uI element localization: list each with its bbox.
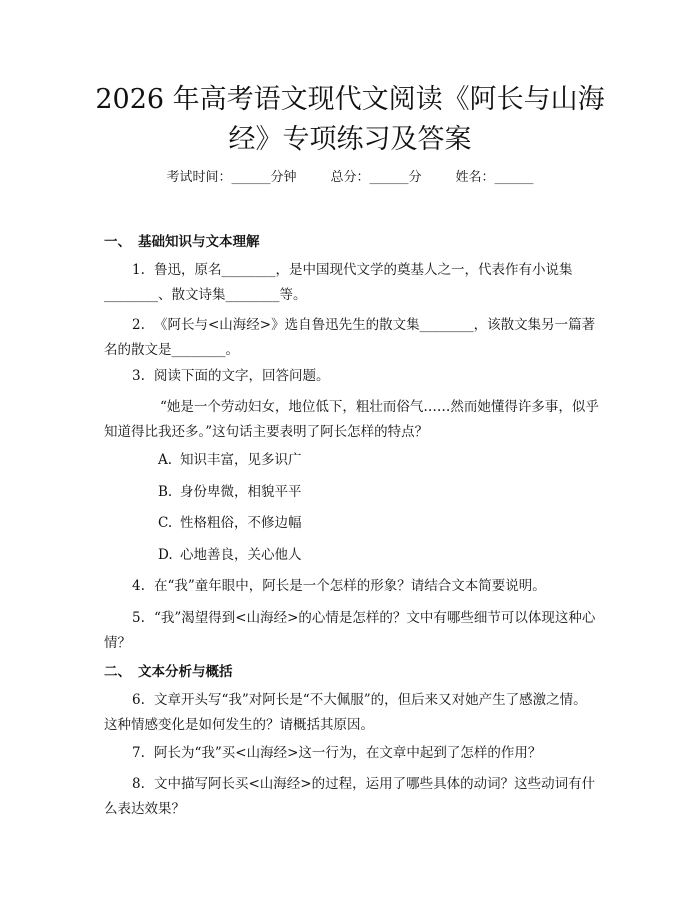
question-2: 2. 《阿长与<山海经>》选自鲁迅先生的散文集________，该散文集另一篇著名的散文是________。 (104, 317, 596, 358)
exam-score: 总分：______分 (330, 170, 422, 185)
exam-time: 考试时间：______分钟 (166, 170, 297, 185)
question-8: 8. 文中描写阿长买<山海经>的过程，运用了哪些具体的动词？这些动词有什么表达效果？ (104, 776, 596, 817)
question-3-quote: “她是一个劳动妇女，地位低下，粗壮而俗气……然而她懂得许多事，似乎知道得比我还多。”这句话主要表明了阿长怎样的特点？ (104, 399, 599, 440)
title-line-2: 经》专项练习及答案 (228, 124, 472, 155)
exam-meta (0, 168, 700, 188)
option-b: B. 身份卑微，相貌平平 (158, 484, 302, 500)
question-7: 7. 阿长为“我”买<山海经>这一行为，在文章中起到了怎样的作用？ (132, 745, 542, 761)
question-3: 3. 阅读下面的文字，回答问题。 (132, 368, 330, 384)
section-heading-2: 二、 文本分析与概括 (104, 664, 233, 680)
question-1: 1. 鲁迅，原名________，是中国现代文学的奠基人之一，代表作有小说集________、散文诗集________等。 (104, 262, 573, 303)
option-d: D. 心地善良，关心他人 (158, 547, 302, 563)
title-line-1: 2026 年高考语文现代文阅读《阿长与山海 (95, 84, 605, 115)
question-6: 6. 文章开头写“我”对阿长是“不大佩服”的，但后来又对她产生了感激之情。这种情感变化是如何发生的？请概括其原因。 (104, 692, 587, 733)
option-c: C. 性格粗俗，不修边幅 (158, 515, 302, 531)
page-title (60, 80, 640, 160)
question-4: 4. 在“我”童年眼中，阿长是一个怎样的形象？请结合文本简要说明。 (132, 578, 546, 594)
question-5: 5. “我”渴望得到<山海经>的心情是怎样的？文中有哪些细节可以体现这种心情？ (104, 610, 596, 651)
option-a: A. 知识丰富，见多识广 (158, 452, 302, 468)
section-heading-1: 一、 基础知识与文本理解 (104, 234, 260, 250)
exam-name: 姓名：______ (455, 170, 534, 185)
